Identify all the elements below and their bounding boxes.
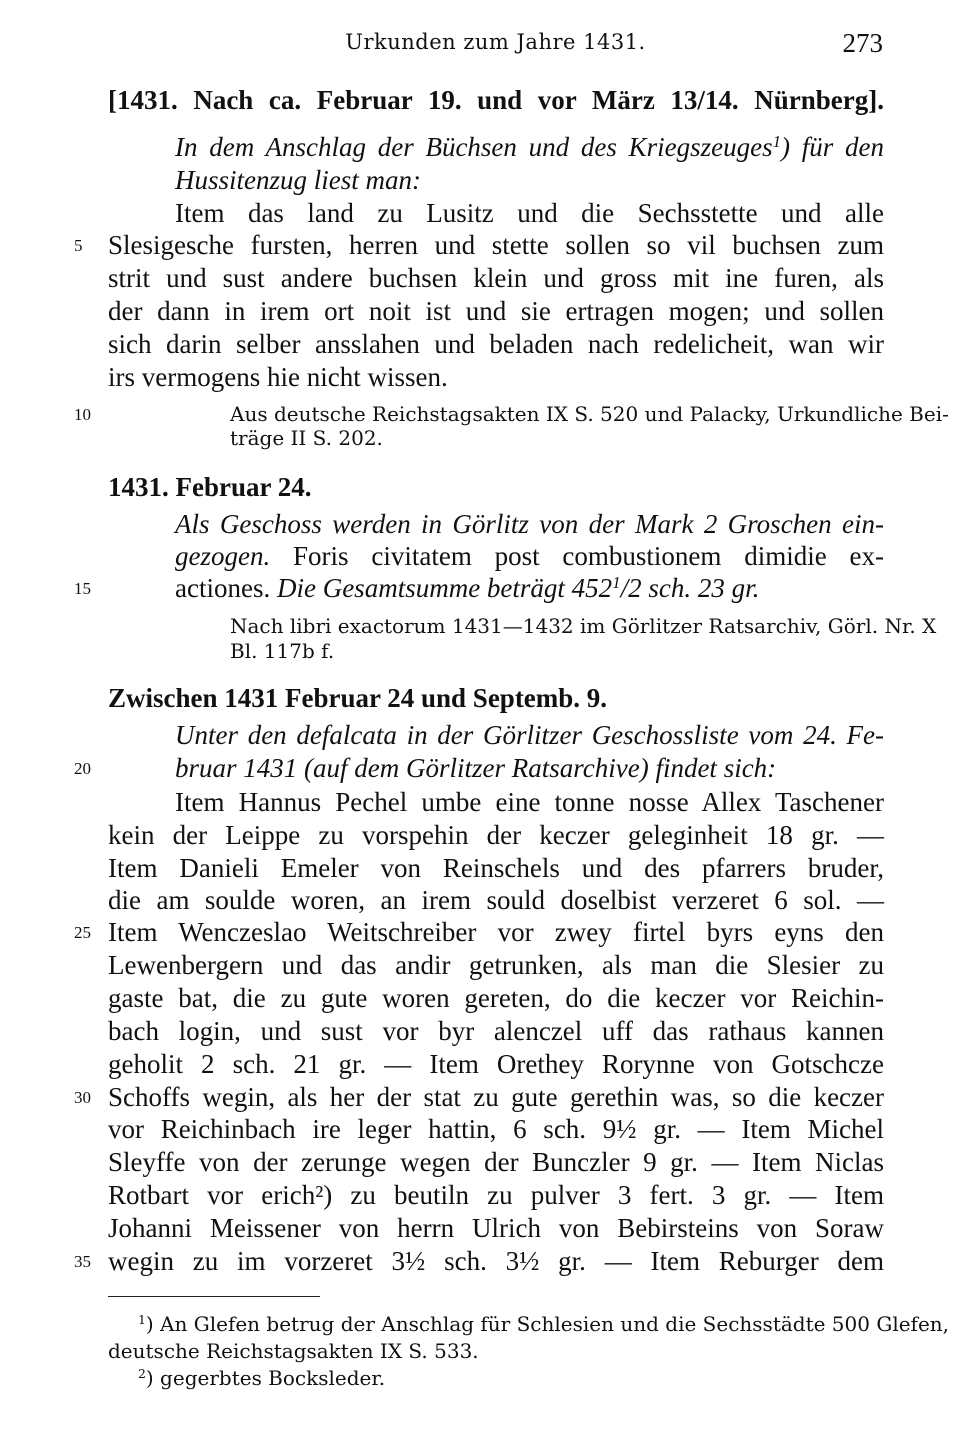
section2-line3-a: actiones.: [175, 573, 277, 603]
footnote-1-text: ) An Glefen betrug der Anschlag für Schlesien und die Sechsstädte 500 Glefen,: [145, 1312, 950, 1336]
section1-heading: [1431. Nach ca. Februar 19. und vor März 13/14. Nürnberg].: [108, 85, 884, 115]
line-number: 15: [74, 579, 91, 598]
section2-line3-c: sch. 23 gr.: [641, 573, 760, 603]
section1-text-line: strit und sust andere buchsen klein und gross mit ine furen, als: [108, 263, 884, 293]
section3-text-line: Item Danieli Emeler von Reinschels und des pfarrers bruder,: [108, 853, 884, 883]
footnote-2-text: ) gegerbtes Bocksleder.: [145, 1366, 386, 1390]
section3-heading: Zwischen 1431 Februar 24 und Septemb. 9.: [108, 683, 608, 713]
section1-text-line: Slesigesche fursten, herren und stette sollen so vil buchsen zum: [108, 230, 884, 260]
section1-source-line1: Aus deutsche Reichstagsakten IX S. 520 und Palacky, Urkundliche Bei-: [230, 402, 949, 426]
section3-text-line: kein der Leippe zu vorspehin der keczer geleginheit 18 gr. —: [108, 820, 884, 850]
section2-line2: [175, 540, 884, 573]
line-number: 5: [74, 236, 83, 255]
footnote-ref-1: 1: [772, 131, 782, 151]
footnote-2: [138, 1364, 385, 1392]
footnote-2-mark: 2: [138, 1366, 146, 1382]
section3-text-line: Rotbart vor erich²) zu beutiln zu pulver 3 fert. 3 gr. — Item: [108, 1180, 884, 1210]
section2-line1: Als Geschoss werden in Görlitz von der Mark 2 Groschen ein-: [175, 509, 884, 539]
line-number: 35: [74, 1252, 91, 1271]
running-head-title: Urkunden zum Jahre 1431.: [345, 30, 646, 54]
section3-text-line: geholit 2 sch. 21 gr. — Item Orethey Rorynne von Gotschcze: [108, 1049, 884, 1079]
section3-text-line: Schoffs wegin, als her der stat zu gute gerethin was, so die keczer: [108, 1082, 884, 1112]
line-number: 25: [74, 923, 91, 942]
footnote-1-line2: deutsche Reichstagsakten IX S. 533.: [108, 1339, 479, 1363]
footnote-1-line1: [138, 1310, 949, 1338]
section3-text-line: gaste bat, die zu gute woren gereten, do die keczer vor Reichin-: [108, 983, 884, 1013]
line-number: 10: [74, 405, 91, 424]
section1-intro-line1: [175, 131, 884, 164]
section2-heading: 1431. Februar 24.: [108, 472, 312, 502]
section1-source-line2: träge II S. 202.: [230, 426, 383, 450]
section1-text-line: der dann in irem ort noit ist und sie ertragen mogen; und sollen: [108, 296, 884, 326]
section3-text-line: vor Reichinbach ire leger hattin, 6 sch. 9½ gr. — Item Michel: [108, 1114, 884, 1144]
section3-text-line: die am soulde woren, an irem sould doselbist verzeret 6 sol. —: [108, 885, 884, 915]
line-number: 30: [74, 1088, 91, 1107]
section2-line2-italic: gezogen.: [175, 541, 271, 571]
section2-line3: [175, 572, 884, 605]
section3-text-line: Johanni Meissener von herrn Ulrich von Bebirsteins von Soraw: [108, 1213, 884, 1243]
section3-text-line: bach login, und sust vor byr alenczel uff das rathaus kannen: [108, 1016, 884, 1046]
section1-text-line: Item das land zu Lusitz und die Sechsstette und alle: [175, 198, 884, 228]
section3-intro-line1: Unter den defalcata in der Görlitzer Geschossliste vom 24. Fe-: [175, 720, 884, 750]
section3-text-line: Item Hannus Pechel umbe eine tonne nosse Allex Taschener: [175, 787, 884, 817]
section2-source-line2: Bl. 117b f.: [230, 639, 335, 663]
running-head: [108, 30, 883, 62]
section3-text-line: wegin zu im vorzeret 3½ sch. 3½ gr. — Item Reburger dem: [108, 1246, 884, 1276]
section1-intro-line2: Hussitenzug liest man:: [175, 165, 421, 195]
section3-intro-line2: bruar 1431 (auf dem Görlitzer Ratsarchive) findet sich:: [175, 753, 777, 783]
section2-line2-rest: Foris civitatem post combustionem dimidie ex-: [270, 541, 884, 571]
section1-intro-a: In dem Anschlag der Büchsen und des Kriegszeuges: [175, 132, 773, 162]
section1-text-line: irs vermogens hie nicht wissen.: [108, 362, 448, 392]
section2-source-line1: Nach libri exactorum 1431—1432 im Görlitzer Ratsarchiv, Görl. Nr. X: [230, 614, 937, 638]
line-number: 20: [74, 759, 91, 778]
section3-text-line: Item Wenczeslao Weitschreiber vor zwey firtel byrs eyns den: [108, 917, 884, 947]
footnote-rule: [108, 1296, 320, 1297]
section3-text-line: Lewenbergern und das andir getrunken, als man die Slesier zu: [108, 950, 884, 980]
section1-intro-b: ) für den: [781, 132, 884, 162]
section2-line3-b: Die Gesamtsumme beträgt 452: [276, 573, 613, 603]
section2-fraction: /2: [620, 573, 642, 603]
section3-text-line: Sleyffe von der zerunge wegen der Bunczler 9 gr. — Item Niclas: [108, 1147, 884, 1177]
footnote-1-mark: 1: [138, 1312, 146, 1328]
page-number: 273: [842, 28, 883, 58]
section2-fraction-sup: 1: [612, 572, 621, 592]
section1-text-line: sich darin selber ansslahen und beladen nach redelicheit, wan wir: [108, 329, 884, 359]
